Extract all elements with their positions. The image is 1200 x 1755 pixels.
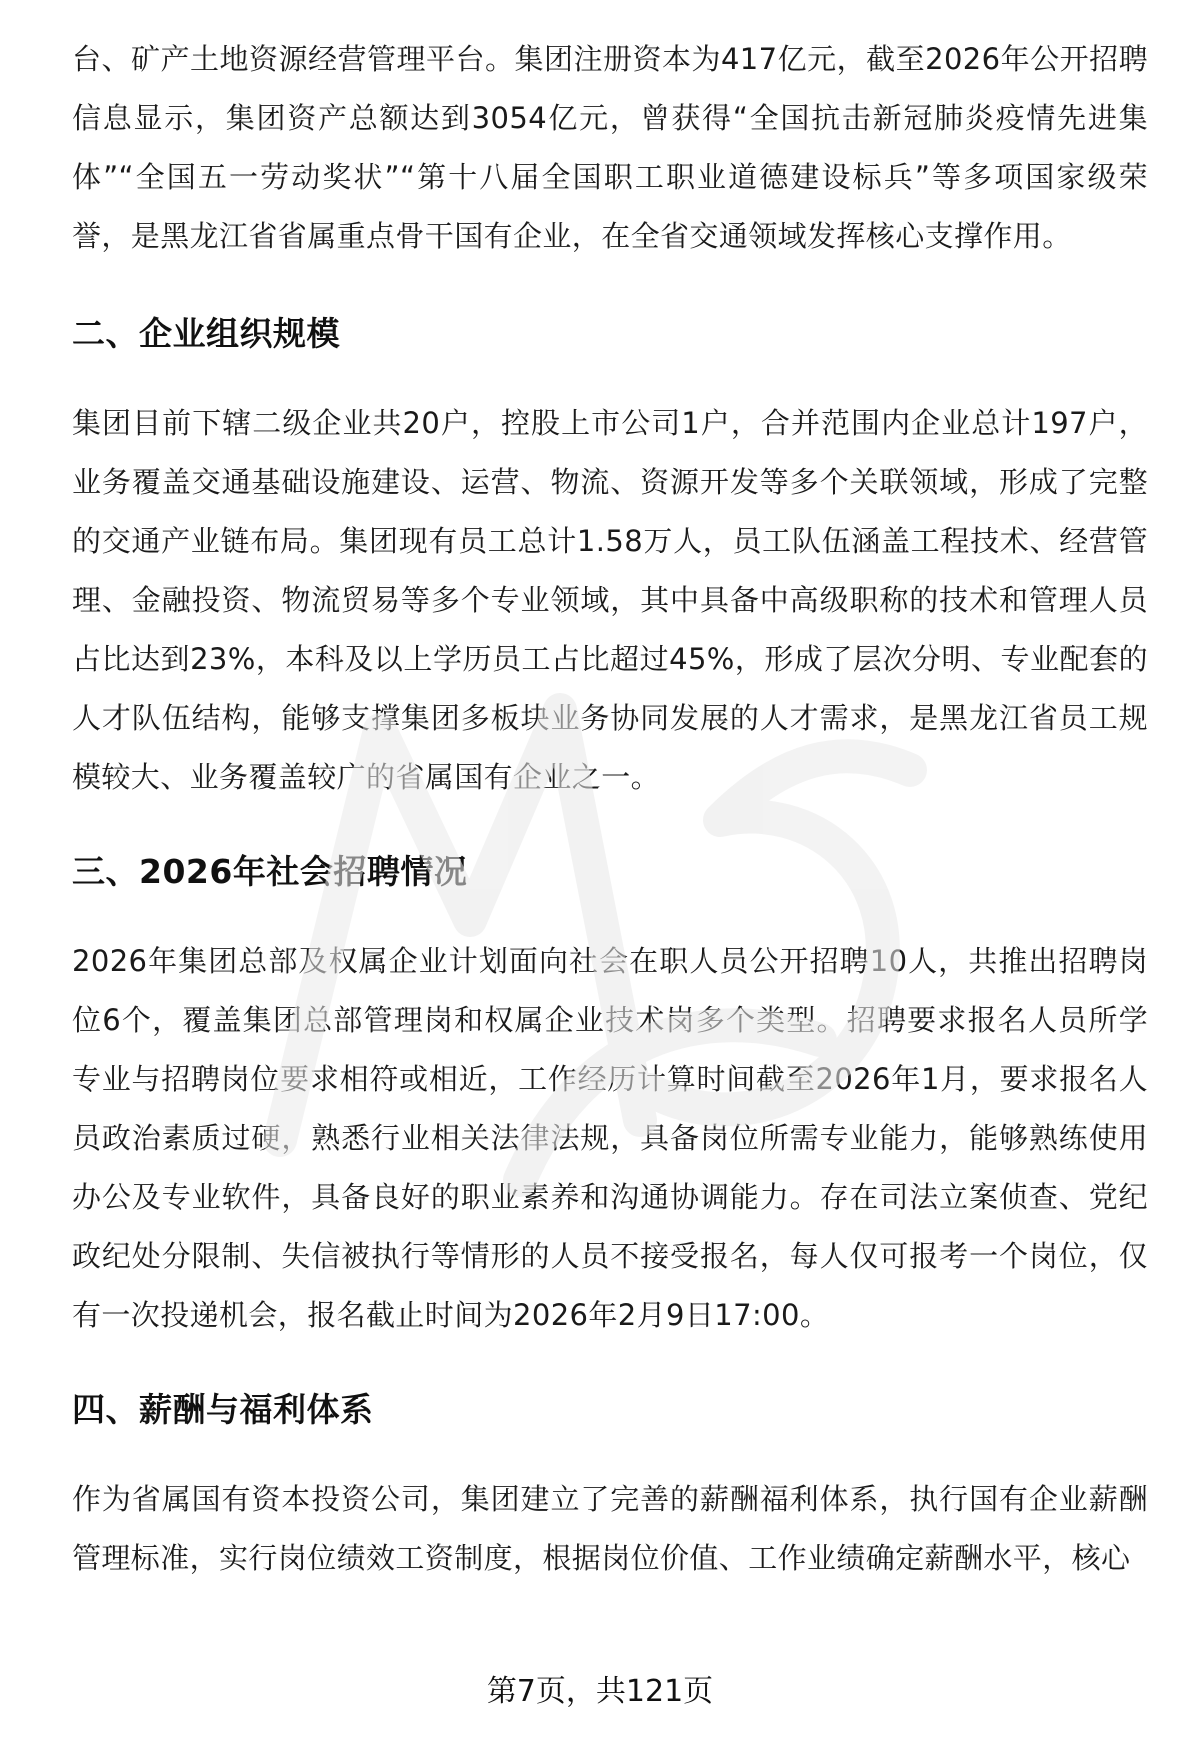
section-heading-compensation: 四、薪酬与福利体系 <box>72 1390 374 1429</box>
page-indicator: 第7页，共121页 <box>486 1674 714 1709</box>
section-heading-organization: 二、企业组织规模 <box>72 314 340 353</box>
section-body-recruitment: 2026年集团总部及权属企业计划面向社会在职人员公开招聘10人，共推出招聘岗位6个，覆盖集团总部管理岗和权属企业技术岗多个类型。招聘要求报名人员所学专业与招聘岗位要求相符或相近，工作经历计算时间截至2026年1月，要求报名人员政治素质过硬，熟悉行业相关法律法规，具备岗位所需专业能力，能够熟练使用办公及专业软件，具备良好的职业素养和沟通协调能力。存在司法立案侦查、党纪政纪处分限制、失信被执行等情形的人员不接受报名，每人仅可报考一个岗位，仅有一次投递机会，报名截止时间为2026年2月9日17:00。 <box>72 944 1148 1332</box>
section-body-organization: 集团目前下辖二级企业共20户，控股上市公司1户，合并范围内企业总计197户，业务覆盖交通基础设施建设、运营、物流、资源开发等多个关联领域，形成了完整的交通产业链布局。集团现有员工总计1.58万人，员工队伍涵盖工程技术、经营管理、金融投资、物流贸易等多个专业领域，其中具备中高级职称的技术和管理人员占比达到23%，本科及以上学历员工占比超过45%，形成了层次分明、专业配套的人才队伍结构，能够支撑集团多板块业务协同发展的人才需求，是黑龙江省员工规模较大、业务覆盖较广的省属国有企业之一。 <box>72 406 1148 794</box>
section-heading-recruitment: 三、2026年社会招聘情况 <box>72 852 468 891</box>
intro-paragraph: 台、矿产土地资源经营管理平台。集团注册资本为417亿元，截至2026年公开招聘信息显示，集团资产总额达到3054亿元，曾获得“全国抗击新冠肺炎疫情先进集体”“全国五一劳动奖状”“第十八届全国职工职业道德建设标兵”等多项国家级荣誉，是黑龙江省省属重点骨干国有企业，在全省交通领域发挥核心支撑作用。 <box>72 42 1148 253</box>
section-body-compensation: 作为省属国有资本投资公司，集团建立了完善的薪酬福利体系，执行国有企业薪酬管理标准，实行岗位绩效工资制度，根据岗位价值、工作业绩确定薪酬水平，核心 <box>72 1482 1148 1575</box>
